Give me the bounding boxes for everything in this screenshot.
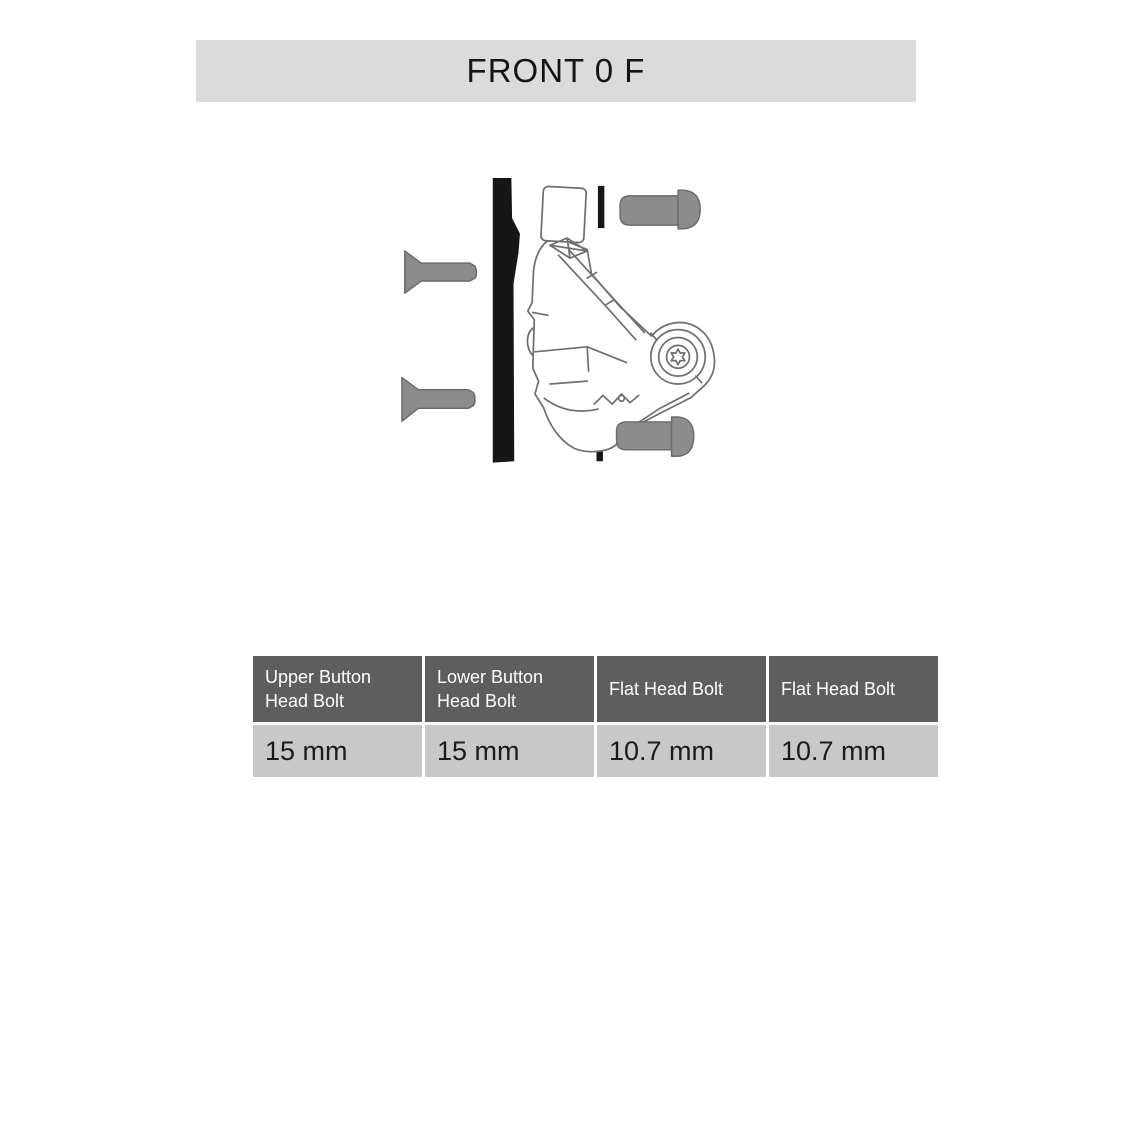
caliper-diagram-svg (330, 168, 780, 590)
lower-flat-head-bolt-icon (402, 378, 475, 422)
upper-washer-icon (598, 186, 604, 228)
torx-bolt-head-icon (651, 330, 705, 384)
page-header-banner (196, 40, 916, 102)
table-value-flat-head-bolt-1: 10.7 mm (597, 725, 766, 777)
table-header-flat-head-bolt-1: Flat Head Bolt (597, 656, 766, 722)
fork-mount-cross-section-icon (493, 178, 520, 463)
upper-button-head-bolt-icon (620, 190, 700, 229)
caliper-diagram (330, 168, 780, 590)
lower-button-head-bolt-icon (617, 417, 694, 456)
upper-flat-head-bolt-icon (405, 251, 477, 293)
table-header-lower-button-head-bolt: Lower Button Head Bolt (425, 656, 594, 722)
bolt-spec-table (253, 656, 938, 777)
table-header-upper-button-head-bolt: Upper Button Head Bolt (253, 656, 422, 722)
table-value-lower-button-head-bolt: 15 mm (425, 725, 594, 777)
table-value-upper-button-head-bolt: 15 mm (253, 725, 422, 777)
table-header-flat-head-bolt-2: Flat Head Bolt (769, 656, 938, 722)
page-title: FRONT 0 F (466, 52, 646, 89)
table-value-flat-head-bolt-2: 10.7 mm (769, 725, 938, 777)
